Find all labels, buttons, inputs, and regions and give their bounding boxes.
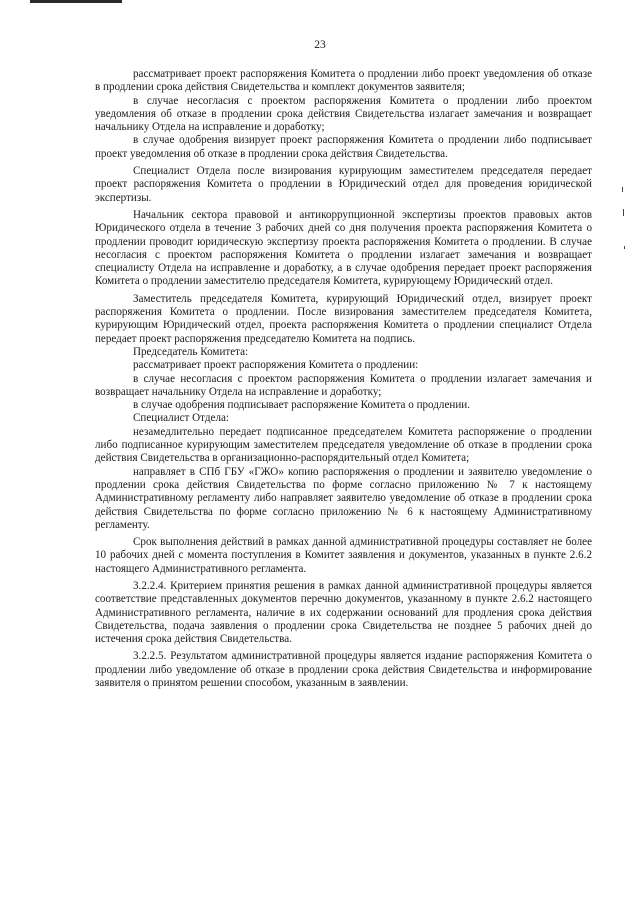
paragraph: 3.2.2.4. Критерием принятия решения в рамках данной административной процедуры является соответствие представленных документов перечню документов, указанному в пункте 2.6.2 настоящего Административного регламента, наличие в их содержании оснований для продления срока действия Свидетельства, подача заявления о продлении срока Свидетельства не позднее 5 рабочих дней до истечения срока действия Свидетельства.	[95, 579, 592, 646]
paragraph: Специалист Отдела после визирования курирующим заместителем председателя передает проект распоряжения Комитета о продлении в Юридический отдел для проведения юридической экспертизы.	[95, 165, 592, 204]
paragraph: в случае несогласия с проектом распоряжения Комитета о продлении излагает замечания и возвращает начальнику Отдела на исправление и доработку;	[95, 372, 592, 398]
paragraph: незамедлительно передает подписанное председателем Комитета распоряжение о продлении либо подписанное курирующим заместителем председателя уведомление об отказе в продлении срока действия Свидетельства в организационно-распорядительный отдел Комитета;	[95, 425, 592, 465]
paragraph: направляет в СПб ГБУ «ГЖО» копию распоряжения о продлении и заявителю уведомление о продлении срока действия Свидетельства по форме согласно приложению № 7 к настоящему Административному регламенту либо направляет заявителю уведомление об отказе в продлении срока действия Свидетельства по форме согласно приложению № 6 к настоящему Административному регламенту.	[95, 465, 592, 531]
document-body	[95, 68, 592, 690]
paragraph: в случае несогласия с проектом распоряжения Комитета о продлении либо проектом уведомления об отказе в продлении срока действия Свидетельства излагает замечания и возвращает начальнику Отдела на исправление и доработку;	[95, 94, 592, 134]
paragraph: рассматривает проект распоряжения Комитета о продлении:	[133, 359, 419, 372]
paragraph: Начальник сектора правовой и антикоррупционной экспертизы проектов правовых актов Юридического отдела в течение 3 рабочих дней со дня получения проекта распоряжения Комитета о продлении проводит юридическую экспертизу проекта распоряжения Комитета о продлении. В случае несогласия с проектом распоряжения Комитета о продлении излагает замечания и возвращает специалисту Отдела на исправление и доработку, а в случае одобрения передает проект распоряжения Комитета о продлении заместителю председателя Комитета, курирующему Юридический отдел.	[95, 208, 592, 288]
paragraph: Заместитель председателя Комитета, курирующий Юридический отдел, визирует проект распоряжения Комитета о продлении. После визирования заместителем председателя Комитета, курирующим Юридический отдел, проекта распоряжения Комитета о продлении специалист Отдела передает проект распоряжения председателю Комитета на подпись.	[95, 292, 592, 345]
paragraph: в случае одобрения подписывает распоряжение Комитета о продлении.	[133, 399, 470, 412]
paragraph: 3.2.2.5. Результатом административной процедуры является издание распоряжения Комитета о продлении либо уведомление об отказе в продлении срока действия Свидетельства и информирование заявителя о принятом решении способом, указанным в заявлении.	[95, 650, 592, 690]
paragraph: в случае одобрения визирует проект распоряжения Комитета о продлении либо подписывает проект уведомления об отказе в продлении срока действия Свидетельства.	[95, 134, 592, 160]
paragraph: рассматривает проект распоряжения Комитета о продлении либо проект уведомления об отказе в продлении срока действия Свидетельства и комплект документов заявителя;	[95, 68, 592, 94]
scan-margin-mark	[623, 209, 624, 216]
page-number: 23	[314, 39, 326, 51]
paragraph: Председатель Комитета:	[133, 345, 249, 358]
paragraph: Специалист Отдела:	[133, 412, 229, 425]
paragraph: Срок выполнения действий в рамках данной административной процедуры составляет не более 10 рабочих дней с момента поступления в Комитет заявления и документов, указанных в пункте 2.6.2 настоящего Административного регламента.	[95, 536, 592, 575]
scan-margin-mark	[622, 187, 623, 192]
scan-margin-mark	[624, 246, 625, 249]
top-edge-rule	[30, 0, 122, 3]
